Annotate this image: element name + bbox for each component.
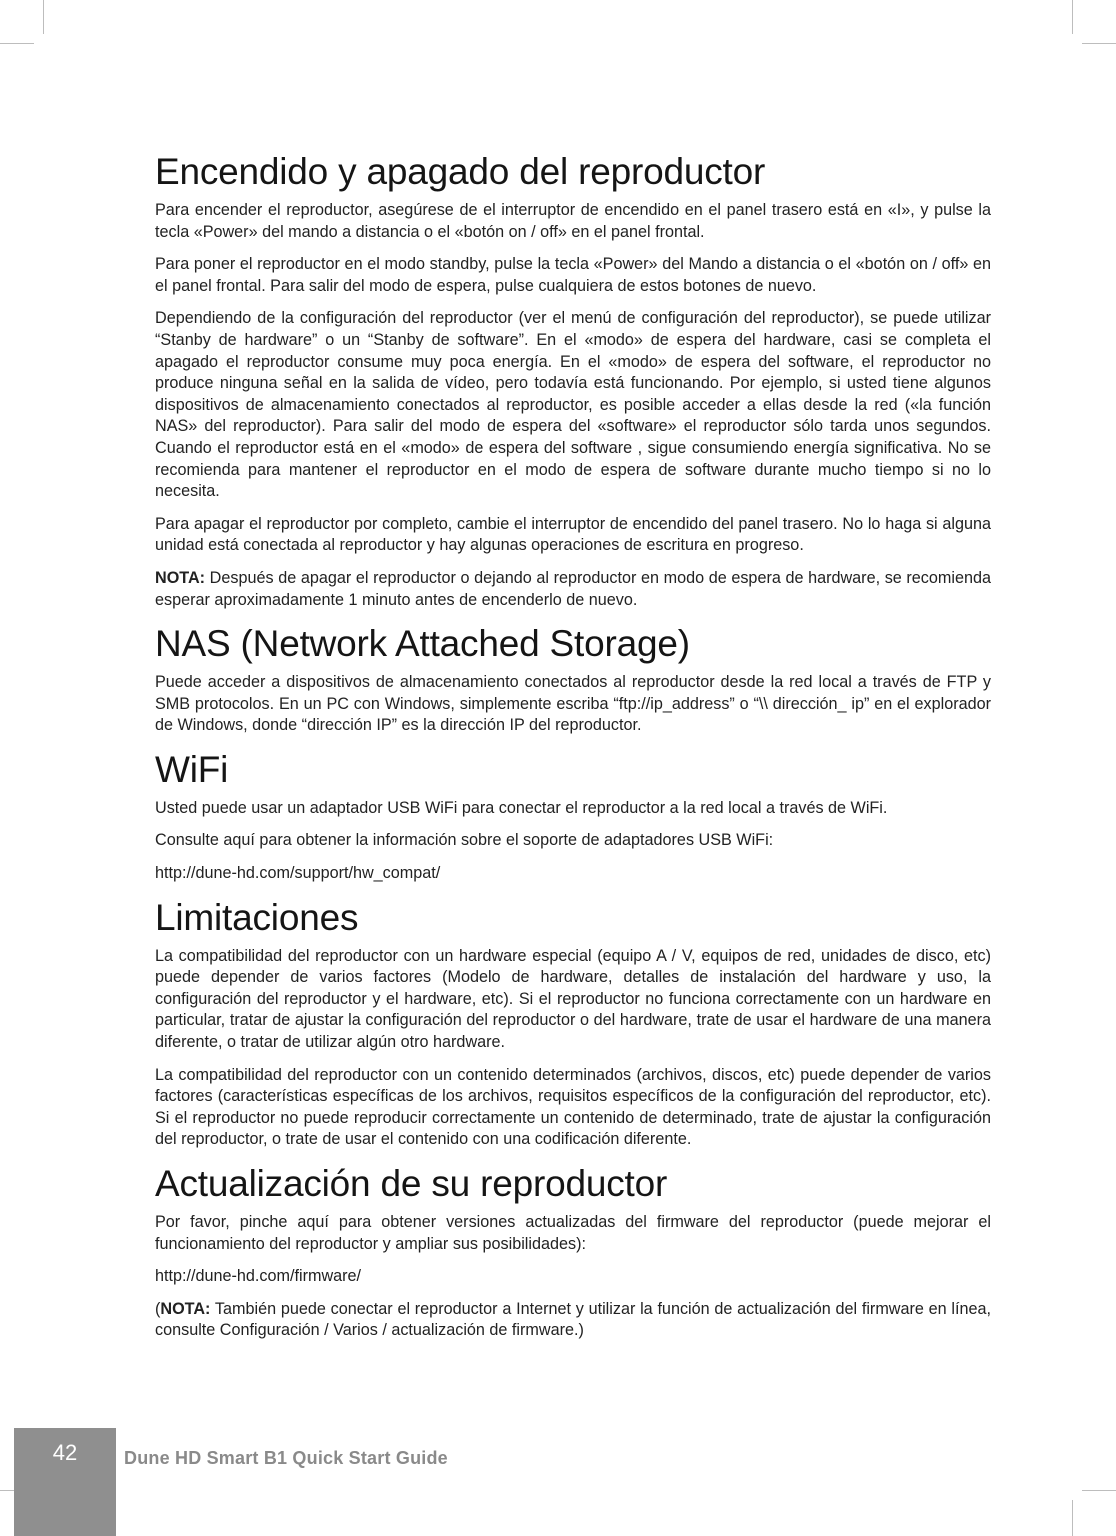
page-content [155,150,991,1353]
section-title: NAS (Network Attached Storage) [155,623,690,665]
support-link[interactable]: http://dune-hd.com/support/hw_compat/ [155,864,441,883]
note-label: NOTA: [160,1299,211,1318]
section-title: Actualización de su reproductor [155,1163,668,1204]
paragraph: Para encender el reproductor, asegúrese de el interruptor de encendido en el panel trasero está en «I», y pulse la tecla «Power» del mando a distancia o el «botón on / off» en el panel frontal. [155,201,991,241]
section-title: Limitaciones [155,896,359,938]
crop-mark [43,0,44,34]
section-wifi [155,748,991,885]
paragraph: La compatibilidad del reproductor con un hardware especial (equipo A / V, equipos de red, unidades de disco, etc) puede depender de varios factores (Modelo de hardware, detalles de instalación del hardware y uso, la configuración del reproductor y el hardware, etc). Si el reproductor no funciona correctamente con un hardware en particular, tratar de ajustar la configuración del reproductor o del hardware, trate de usar el hardware de una manera diferente, o tratar de utilizar algún otro hardware. [155,946,991,1052]
page-number: 42 [52,1440,78,1465]
crop-mark [1082,43,1116,44]
paragraph: Puede acceder a dispositivos de almacenamiento conectados al reproductor desde la red local a través de FTP y SMB protocolos. En un PC con Windows, simplemente escriba “ftp://ip_address” o “\\ dirección_ ip” en el explorador de Windows, donde “dirección IP” es la dirección IP del reproductor. [155,673,991,735]
note-label: NOTA: [155,568,206,587]
section-update [155,1162,991,1342]
section-limitations [155,896,991,1151]
section-title: WiFi [155,748,229,790]
paragraph: La compatibilidad del reproductor con un contenido determinados (archivos, discos, etc) puede depender de varios factores (características específicas de los archivos, requisitos específicos de la configuración del reproductor, etc). Si el reproductor no puede reproducir correctamente un contenido de determinado, trate de ajustar la configuración del reproductor, o trate de usar el contenido con una codificación diferente. [155,1065,991,1149]
note-paragraph [155,568,991,611]
paragraph: Para apagar el reproductor por completo, cambie el interruptor de encendido del panel trasero. No lo haga si alguna unidad está conectada al reproductor y hay algunas operaciones de escritura en progreso. [155,514,991,555]
crop-mark [1072,1500,1073,1536]
note-paragraph [155,1299,991,1342]
paragraph: Por favor, pinche aquí para obtener versiones actualizadas del firmware del reproductor (puede mejorar el funcionamiento del reproductor y ampliar sus posibilidades): [155,1213,991,1253]
note-text: También puede conectar el reproductor a Internet y utilizar la función de actualización del firmware en línea, consulte Configuración / Varios / actualización de firmware.) [155,1299,991,1340]
section-title: Encendido y apagado del reproductor [155,151,766,192]
crop-mark [0,43,34,44]
paragraph: Usted puede usar un adaptador USB WiFi para conectar el reproductor a la red local a través de WiFi. [155,798,888,817]
section-power [155,150,991,611]
note-text: Después de apagar el reproductor o dejando al reproductor en modo de espera de hardware, se recomienda esperar aproximadamente 1 minuto antes de encenderlo de nuevo. [155,568,991,609]
crop-mark [1082,1490,1116,1491]
firmware-link[interactable]: http://dune-hd.com/firmware/ [155,1267,362,1286]
paragraph: Para poner el reproductor en el modo standby, pulse la tecla «Power» del Mando a distancia o el «botón on / off» en el panel frontal. Para salir del modo de espera, pulse cualquiera de estos botones de nuevo. [155,255,991,295]
section-nas [155,622,991,737]
crop-mark [1072,0,1073,34]
guide-title: Dune HD Smart B1 Quick Start Guide [124,1448,448,1468]
paragraph: Consulte aquí para obtener la información sobre el soporte de adaptadores USB WiFi: [155,831,774,850]
paragraph: Dependiendo de la configuración del reproductor (ver el menú de configuración del reproductor), se puede utilizar “Stanby de hardware” o un “Stanby de software”. En el «modo» de espera del hardware, casi se completa el apagado el reproductor consume muy poca energía. En el «modo» de espera del software, el reproductor no produce ninguna señal en la salida de vídeo, pero todavía está funcionando. Por ejemplo, si usted tiene algunos dispositivos de almacenamiento conectados al reproductor, es posible acceder a ellas desde la red («la función NAS» del reproductor). Para salir del modo de espera del «software» el reproductor sólo tarda unos segundos. Cuando el reproductor está en el «modo» de espera del software , sigue consumiendo energía significativa. No se recomienda para mantener el reproductor en el modo de espera de software durante mucho tiempo si no lo necesita. [155,309,991,501]
note-open: ( [155,1299,161,1318]
